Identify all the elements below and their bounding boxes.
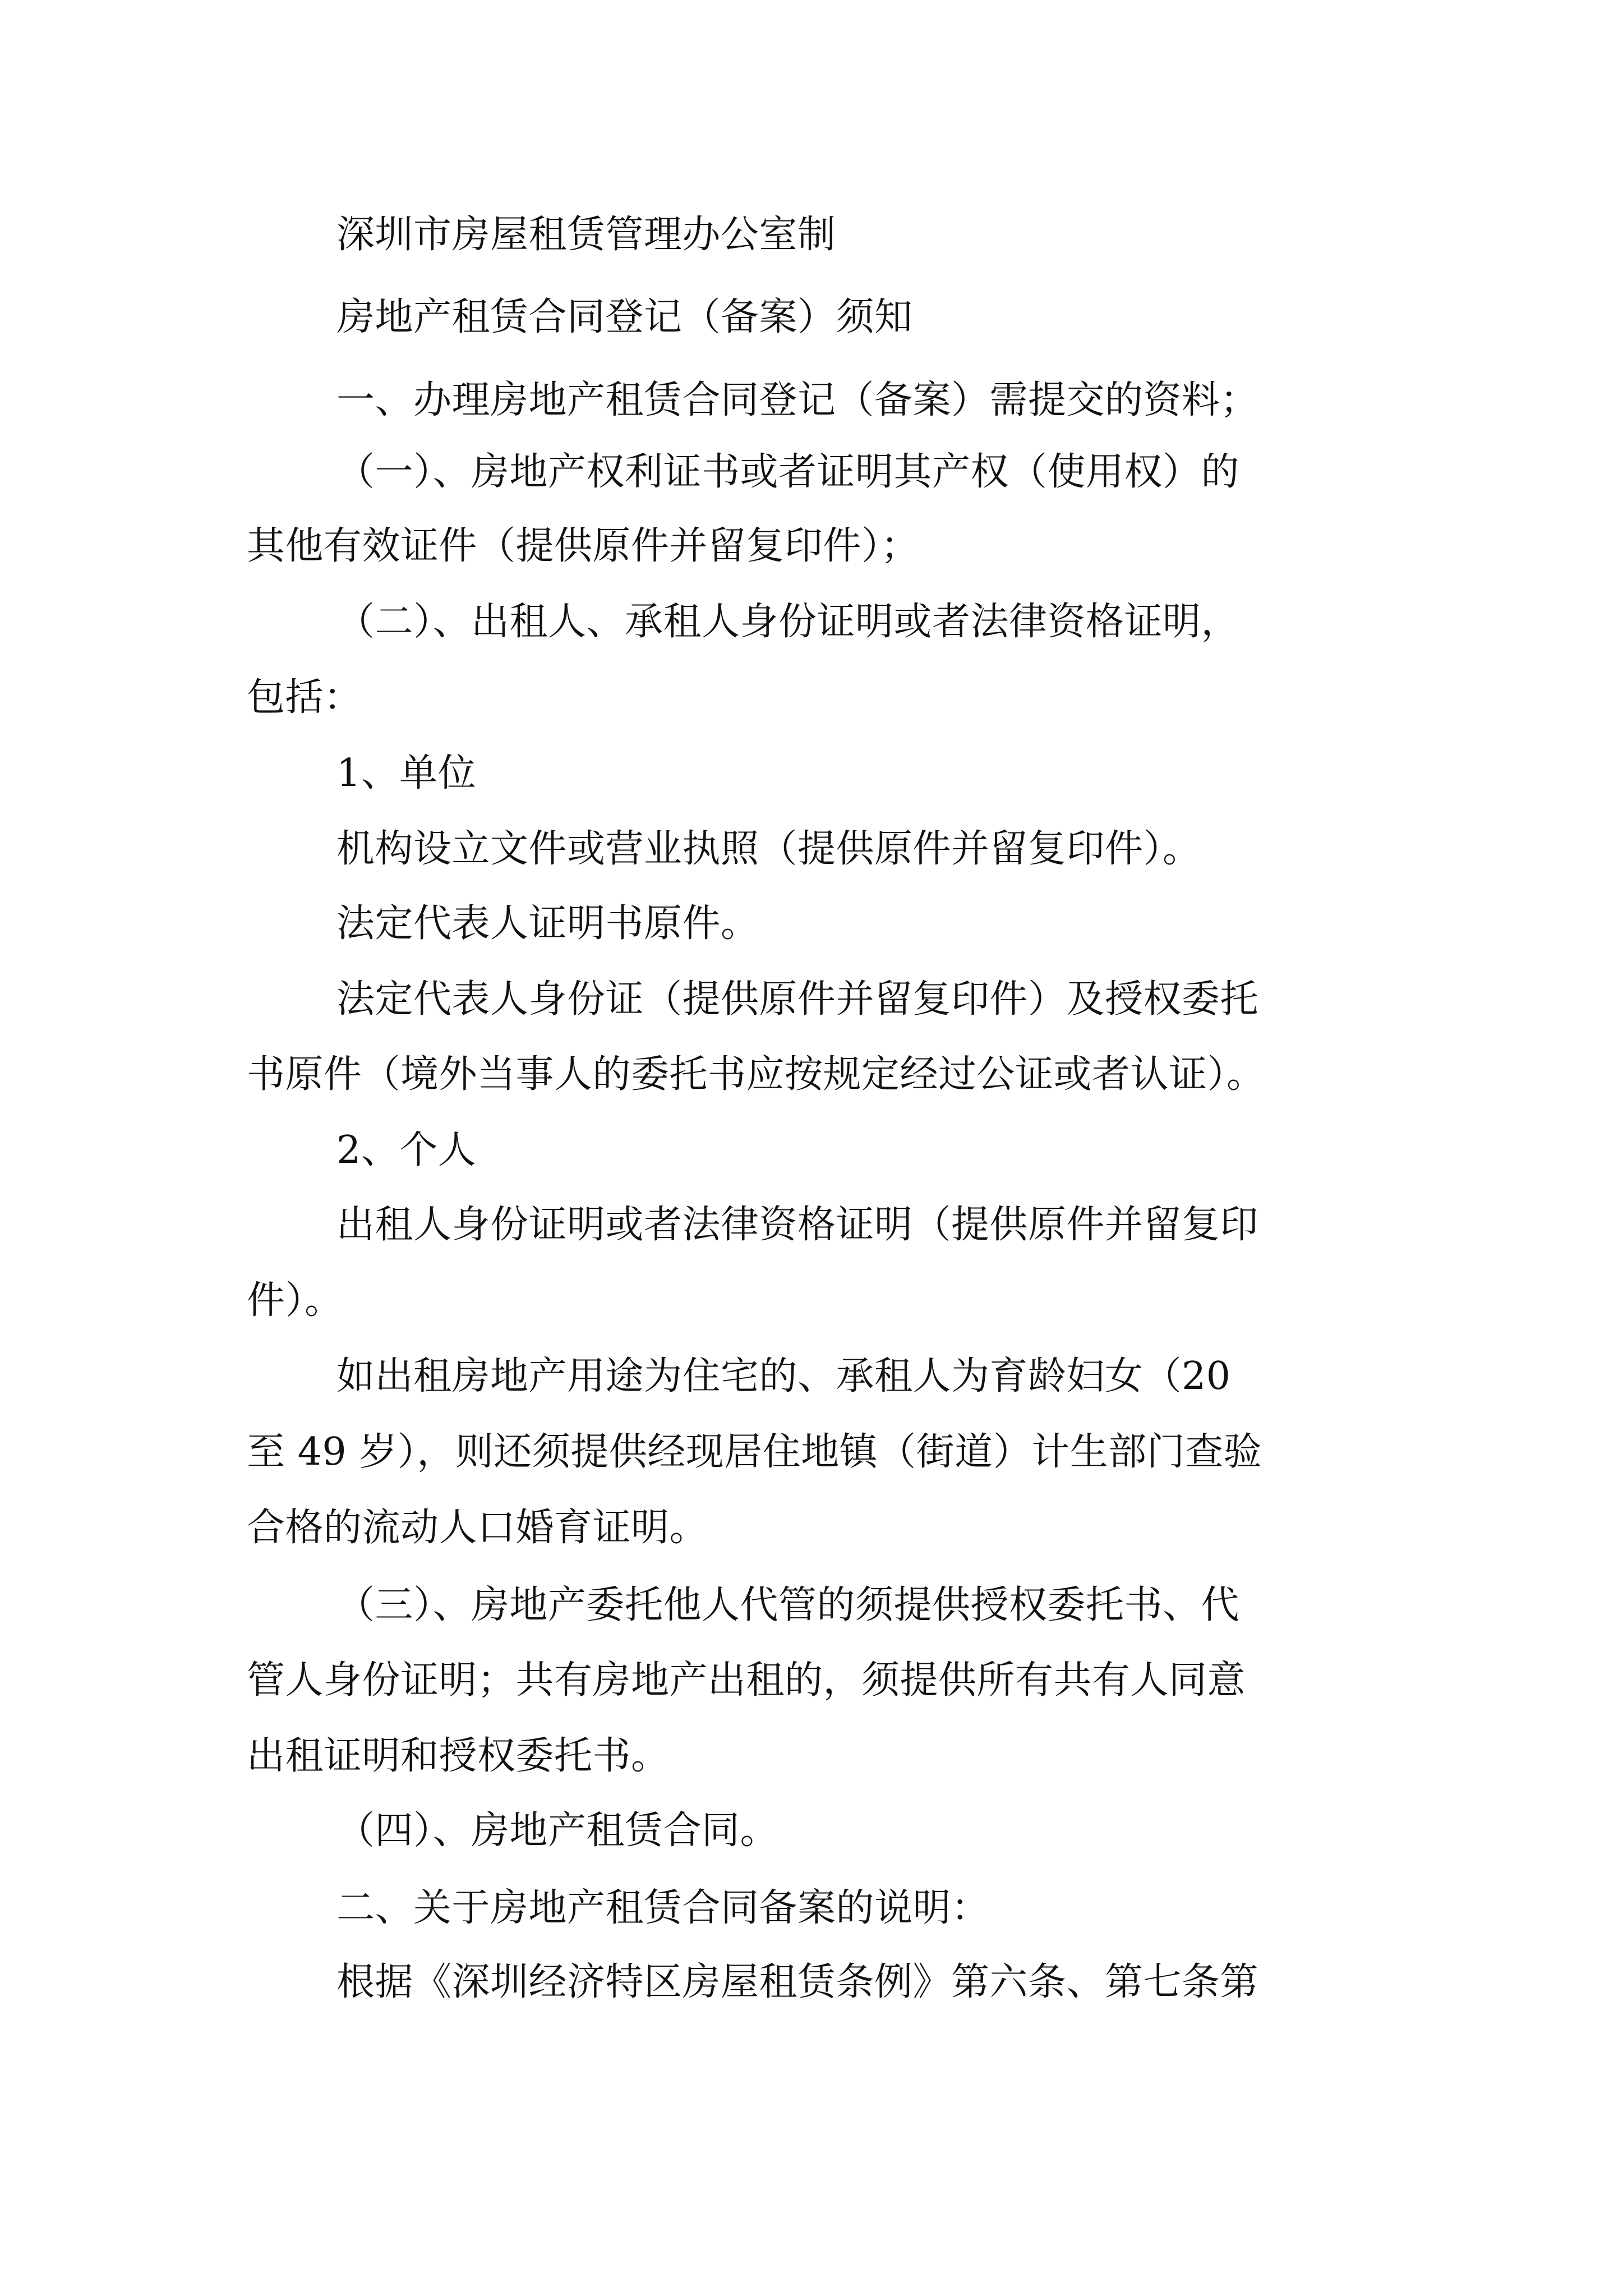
subsection-individual: 2、个人: [336, 1128, 477, 1172]
residential-note-line-2: 至 49 岁），则还须提供经现居住地镇（街道）计生部门查验: [247, 1430, 1262, 1474]
individual-doc-line-2: 件）。: [247, 1278, 343, 1323]
item-1-line-1: （一）、房地产权利证书或者证明其产权（使用权）的: [336, 450, 1240, 494]
unit-doc-3-line-2: 书原件（境外当事人的委托书应按规定经过公证或者认证）。: [247, 1052, 1265, 1097]
regulation-reference: 根据《深圳经济特区房屋租赁条例》第六条、第七条第: [336, 1960, 1259, 2004]
notice-title: 房地产租赁合同登记（备案）须知: [336, 295, 913, 339]
item-3-line-1: （三）、房地产委托他人代管的须提供授权委托书、代: [336, 1583, 1240, 1627]
residential-note-line-3: 合格的流动人口婚育证明。: [247, 1506, 708, 1550]
individual-doc-line-1: 出租人身份证明或者法律资格证明（提供原件并留复印: [336, 1203, 1259, 1247]
section-heading-2: 二、关于房地产租赁合同备案的说明：: [336, 1886, 990, 1930]
unit-doc-3-line-1: 法定代表人身份证（提供原件并留复印件）及授权委托: [336, 977, 1259, 1022]
subsection-unit: 1、单位: [336, 751, 477, 795]
item-3-line-2: 管人身份证明；共有房地产出租的，须提供所有共有人同意: [247, 1658, 1246, 1703]
unit-doc-1: 机构设立文件或营业执照（提供原件并留复印件）。: [336, 827, 1201, 871]
office-attribution: 深圳市房屋租赁管理办公室制: [336, 213, 836, 257]
section-heading-1: 一、办理房地产租赁合同登记（备案）需提交的资料；: [336, 378, 1259, 422]
item-4: （四）、房地产租赁合同。: [336, 1809, 779, 1853]
residential-note-line-1: 如出租房地产用途为住宅的、承租人为育龄妇女（20: [336, 1354, 1231, 1398]
item-2-line-2: 包括：: [247, 675, 362, 720]
unit-doc-2: 法定代表人证明书原件。: [336, 901, 759, 946]
item-2-line-1: （二）、出租人、承租人身份证明或者法律资格证明，: [336, 600, 1240, 644]
item-3-line-3: 出租证明和授权委托书。: [247, 1734, 670, 1778]
item-1-line-2: 其他有效证件（提供原件并留复印件）；: [247, 524, 920, 568]
